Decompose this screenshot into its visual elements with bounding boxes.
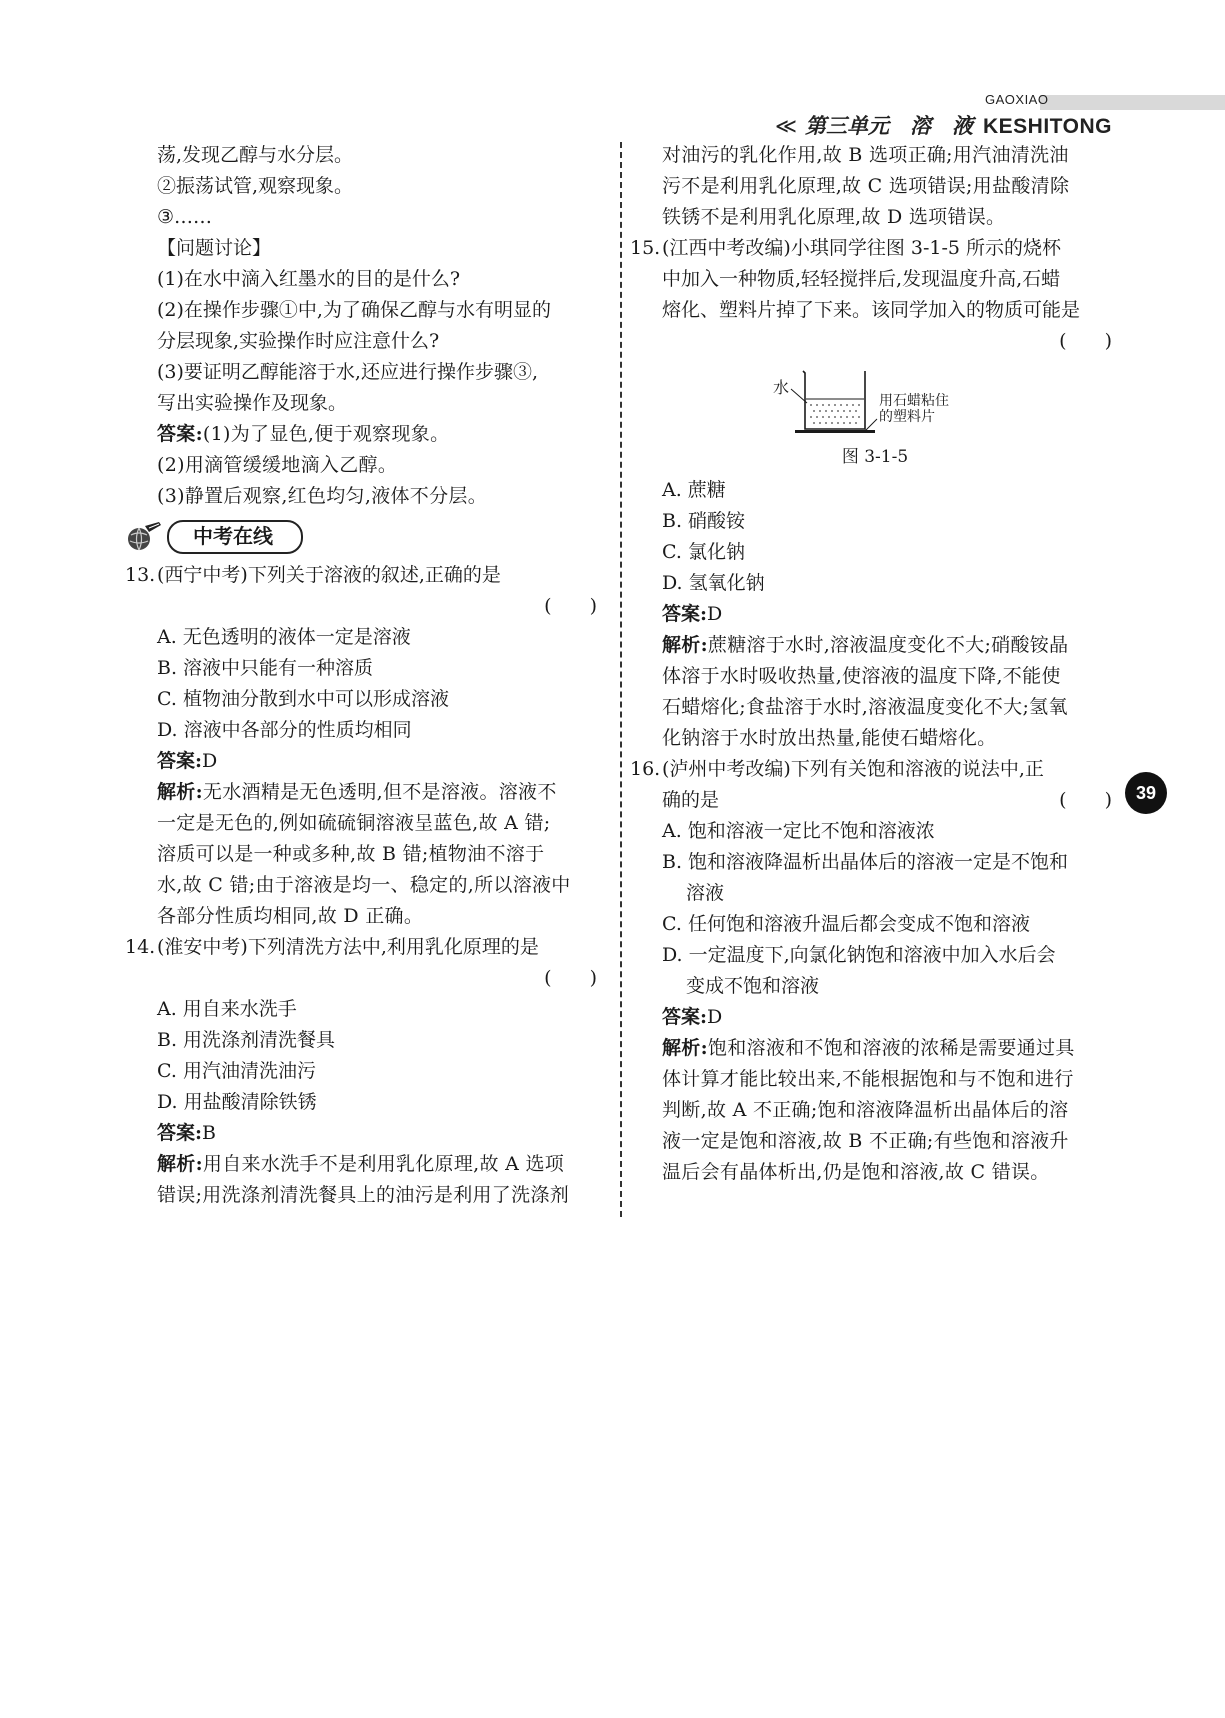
q15-number: 15. bbox=[630, 237, 661, 259]
right-column bbox=[630, 140, 1120, 1188]
q14-analysis bbox=[125, 1149, 605, 1180]
q16-option-cont: 溶液 bbox=[686, 882, 725, 904]
label-water: 水 bbox=[773, 378, 790, 397]
q13-number: 13. bbox=[125, 564, 156, 586]
q14-analysis-label: 解析: bbox=[157, 1153, 203, 1175]
q14-answer-value: B bbox=[202, 1122, 216, 1144]
q15-analysis-line: 体溶于水时吸收热量,使溶液的温度下降,不能使 bbox=[662, 665, 1061, 687]
q15-analysis-label: 解析: bbox=[662, 634, 708, 656]
q13-analysis bbox=[125, 777, 605, 808]
continued-line: 污不是利用乳化原理,故 C 选项错误;用盐酸清除 bbox=[662, 175, 1070, 197]
q14-option: C. 用汽油清洗油污 bbox=[157, 1060, 316, 1082]
q13-analysis-line: 各部分性质均相同,故 D 正确。 bbox=[157, 905, 424, 927]
discussion-line: 分层现象,实验操作时应注意什么? bbox=[157, 330, 440, 352]
intro-line: ③…… bbox=[157, 206, 213, 228]
q16-paren-text: ( ) bbox=[1059, 789, 1112, 811]
q15-analysis-line: 石蜡熔化;食盐溶于水时,溶液温度变化不大;氢氧 bbox=[662, 696, 1068, 718]
beaker-diagram bbox=[765, 363, 985, 443]
header-title bbox=[775, 110, 1112, 140]
q16-analysis-line: 液一定是饱和溶液,故 B 不正确;有些饱和溶液升 bbox=[662, 1130, 1069, 1152]
answer-line: (2)用滴管缓缓地滴入乙醇。 bbox=[157, 454, 398, 476]
column-divider bbox=[620, 142, 622, 1217]
header-series-label: GAOXIAO bbox=[985, 92, 1049, 107]
q15-option: B. 硝酸铵 bbox=[662, 510, 746, 532]
q16-analysis-text: 饱和溶液和不饱和溶液的浓稀是需要通过具 bbox=[707, 1037, 1075, 1059]
q13-paren-text: ( ) bbox=[544, 595, 597, 617]
q15-stem-line: 中加入一种物质,轻轻搅拌后,发现温度升高,石蜡 bbox=[662, 268, 1061, 290]
discussion-line: (3)要证明乙醇能溶于水,还应进行操作步骤③, bbox=[157, 361, 538, 383]
intro-line: ②振荡试管,观察现象。 bbox=[157, 175, 354, 197]
q14-number: 14. bbox=[125, 936, 156, 958]
discussion-line: (2)在操作步骤①中,为了确保乙醇与水有明显的 bbox=[157, 299, 551, 321]
discussion-line: 写出实验操作及现象。 bbox=[157, 392, 348, 414]
q13-option: B. 溶液中只能有一种溶质 bbox=[157, 657, 374, 679]
q13-analysis-label: 解析: bbox=[157, 781, 203, 803]
q16-option: A. 饱和溶液一定比不饱和溶液浓 bbox=[662, 820, 935, 842]
label-plastic-1: 用石蜡粘住 bbox=[879, 393, 949, 409]
q15-stem-line: 熔化、塑料片掉了下来。该同学加入的物质可能是 bbox=[662, 299, 1081, 321]
q14-analysis-text: 用自来水洗手不是利用乳化原理,故 A 选项 bbox=[202, 1153, 565, 1175]
q14-option: A. 用自来水洗手 bbox=[157, 998, 297, 1020]
q14-paren bbox=[125, 963, 605, 994]
q16-stem bbox=[630, 754, 1120, 785]
continued-line: 对油污的乳化作用,故 B 选项正确;用汽油清洗油 bbox=[662, 144, 1069, 166]
q16-answer-value: D bbox=[707, 1006, 723, 1028]
q13-option: C. 植物油分散到水中可以形成溶液 bbox=[157, 688, 449, 710]
q13-stem-text: (西宁中考)下列关于溶液的叙述,正确的是 bbox=[157, 564, 501, 586]
q16-option: B. 饱和溶液降温析出晶体后的溶液一定是不饱和 bbox=[662, 851, 1069, 873]
q16-analysis bbox=[630, 1033, 1120, 1064]
q15-paren bbox=[630, 326, 1120, 357]
q13-analysis-line: 一定是无色的,例如硫硫铜溶液呈蓝色,故 A 错; bbox=[157, 812, 551, 834]
q15-option: D. 氢氧化钠 bbox=[662, 572, 765, 594]
q15-paren-text: ( ) bbox=[1059, 330, 1112, 352]
q14-paren-text: ( ) bbox=[544, 967, 597, 989]
page-number-badge: 39 bbox=[1125, 772, 1167, 814]
q14-stem bbox=[125, 932, 605, 963]
pencil-globe-icon bbox=[125, 522, 163, 552]
answer-line bbox=[125, 419, 605, 450]
q16-analysis-line: 温后会有晶体析出,仍是饱和溶液,故 C 错误。 bbox=[662, 1161, 1050, 1183]
q14-answer bbox=[125, 1118, 605, 1149]
q14-stem-text: (淮安中考)下列清洗方法中,利用乳化原理的是 bbox=[157, 936, 539, 958]
answer-label: 答案: bbox=[157, 423, 203, 445]
q16-option: D. 一定温度下,向氯化钠饱和溶液中加入水后会 bbox=[662, 944, 1056, 966]
section-badge bbox=[125, 516, 605, 558]
intro-line: 荡,发现乙醇与水分层。 bbox=[157, 144, 354, 166]
q16-option: C. 任何饱和溶液升温后都会变成不饱和溶液 bbox=[662, 913, 1030, 935]
header-brand: KESHITONG bbox=[982, 115, 1112, 138]
q16-analysis-line: 判断,故 A 不正确;饱和溶液降温析出晶体后的溶 bbox=[662, 1099, 1069, 1121]
answer-text: (1)为了显色,便于观察现象。 bbox=[202, 423, 450, 445]
q14-answer-label: 答案: bbox=[157, 1122, 203, 1144]
q16-stem-text: (泸州中考改编)下列有关饱和溶液的说法中,正 bbox=[662, 758, 1044, 780]
q16-stem-line bbox=[630, 785, 1120, 816]
q14-analysis-line: 错误;用洗涤剂清洗餐具上的油污是利用了洗涤剂 bbox=[157, 1184, 570, 1206]
header-bar bbox=[1040, 95, 1225, 110]
q15-option: C. 氯化钠 bbox=[662, 541, 745, 563]
q15-stem bbox=[630, 233, 1120, 264]
q13-answer-label: 答案: bbox=[157, 750, 203, 772]
q13-paren bbox=[125, 591, 605, 622]
q13-answer-value: D bbox=[202, 750, 218, 772]
discussion-line: (1)在水中滴入红墨水的目的是什么? bbox=[157, 268, 461, 290]
section-title: 中考在线 bbox=[167, 520, 303, 554]
q13-stem bbox=[125, 560, 605, 591]
q15-answer-label: 答案: bbox=[662, 603, 708, 625]
q15-analysis bbox=[630, 630, 1120, 661]
q15-answer-value: D bbox=[707, 603, 723, 625]
q16-answer bbox=[630, 1002, 1120, 1033]
q15-analysis-line: 化钠溶于水时放出热量,能使石蜡熔化。 bbox=[662, 727, 997, 749]
header-chevron-icon: ≪ bbox=[775, 114, 797, 138]
q13-option: D. 溶液中各部分的性质均相同 bbox=[157, 719, 412, 741]
label-plastic-2: 的塑料片 bbox=[879, 409, 935, 425]
q13-answer bbox=[125, 746, 605, 777]
discussion-title: 【问题讨论】 bbox=[157, 237, 272, 259]
q16-stem-line-text: 确的是 bbox=[662, 789, 720, 811]
continued-line: 铁锈不是利用乳化原理,故 D 选项错误。 bbox=[662, 206, 1006, 228]
figure-caption: 图 3-1-5 bbox=[841, 447, 909, 467]
q15-stem-text: (江西中考改编)小琪同学往图 3-1-5 所示的烧杯 bbox=[662, 237, 1062, 259]
q13-analysis-line: 水,故 C 错;由于溶液是均一、稳定的,所以溶液中 bbox=[157, 874, 571, 896]
q16-number: 16. bbox=[630, 758, 661, 780]
header-unit: 第三单元 溶 液 bbox=[804, 113, 973, 138]
answer-line: (3)静置后观察,红色均匀,液体不分层。 bbox=[157, 485, 487, 507]
q16-option-cont: 变成不饱和溶液 bbox=[686, 975, 820, 997]
q14-option: B. 用洗涤剂清洗餐具 bbox=[157, 1029, 336, 1051]
q13-analysis-line: 溶质可以是一种或多种,故 B 错;植物油不溶于 bbox=[157, 843, 545, 865]
q16-analysis-line: 体计算才能比较出来,不能根据饱和与不饱和进行 bbox=[662, 1068, 1074, 1090]
page-header bbox=[0, 0, 1225, 140]
beaker-figure bbox=[630, 363, 1120, 471]
q13-option: A. 无色透明的液体一定是溶液 bbox=[157, 626, 411, 648]
q15-answer bbox=[630, 599, 1120, 630]
q15-analysis-text: 蔗糖溶于水时,溶液温度变化不大;硝酸铵晶 bbox=[707, 634, 1069, 656]
q14-option: D. 用盐酸清除铁锈 bbox=[157, 1091, 317, 1113]
q16-analysis-label: 解析: bbox=[662, 1037, 708, 1059]
q15-option: A. 蔗糖 bbox=[662, 479, 726, 501]
q16-answer-label: 答案: bbox=[662, 1006, 708, 1028]
left-column bbox=[125, 140, 605, 1211]
q13-analysis-text: 无水酒精是无色透明,但不是溶液。溶液不 bbox=[202, 781, 557, 803]
